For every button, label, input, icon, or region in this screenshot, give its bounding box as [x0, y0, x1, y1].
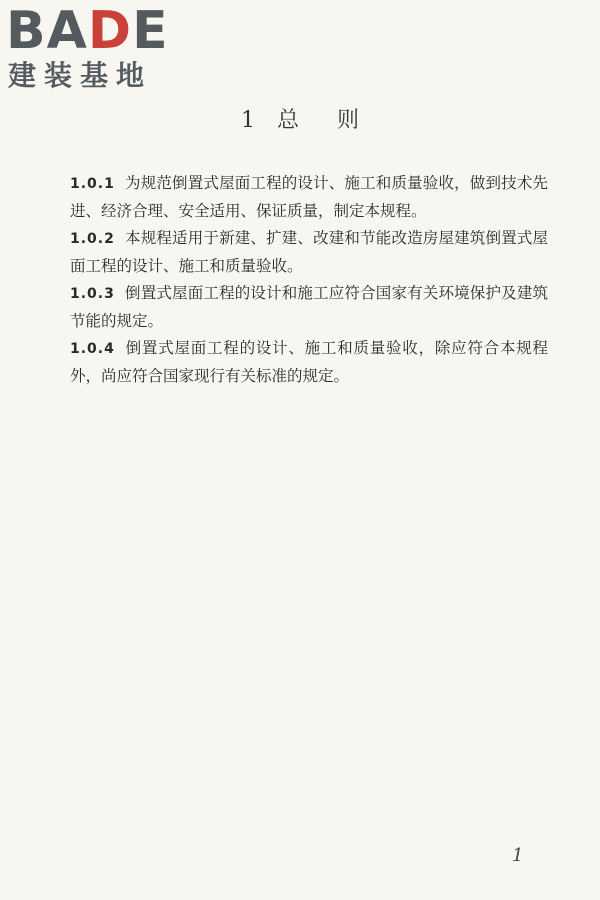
- chapter-title-word-1: 总: [276, 108, 299, 133]
- logo-subtitle: 建装基地: [8, 59, 153, 92]
- clause-text: 为规范倒置式屋面工程的设计、施工和质量验收，做到技术先进、经济合理、安全适用、保证质量，制定本规程。: [70, 174, 548, 220]
- chapter-title: [0, 103, 600, 134]
- logo-wordmark-suffix: E: [132, 1, 169, 61]
- page-number: 1: [512, 845, 524, 866]
- clause-number: 1.0.3: [70, 286, 115, 302]
- logo-wordmark: [6, 1, 169, 61]
- clause-1-0-4: [70, 335, 548, 390]
- clause-text: 本规程适用于新建、扩建、改建和节能改造房屋建筑倒置式屋面工程的设计、施工和质量验收。: [70, 229, 548, 275]
- chapter-number: 1: [240, 108, 255, 133]
- clause-1-0-3: [70, 280, 548, 335]
- clause-number: 1.0.2: [70, 231, 115, 247]
- clause-1-0-1: [70, 170, 548, 225]
- logo-wordmark-accent: D: [87, 1, 133, 61]
- logo-wordmark-prefix: BA: [6, 1, 88, 61]
- chapter-title-word-2: 则: [337, 108, 360, 133]
- clause-list: [70, 170, 548, 390]
- clause-number: 1.0.4: [70, 341, 115, 357]
- clause-text: 倒置式屋面工程的设计和施工应符合国家有关环境保护及建筑节能的规定。: [70, 284, 548, 330]
- clause-1-0-2: [70, 225, 548, 280]
- clause-text: 倒置式屋面工程的设计、施工和质量验收，除应符合本规程外，尚应符合国家现行有关标准的规定。: [70, 339, 548, 385]
- clause-number: 1.0.1: [70, 176, 115, 192]
- bade-logo: [6, 1, 176, 96]
